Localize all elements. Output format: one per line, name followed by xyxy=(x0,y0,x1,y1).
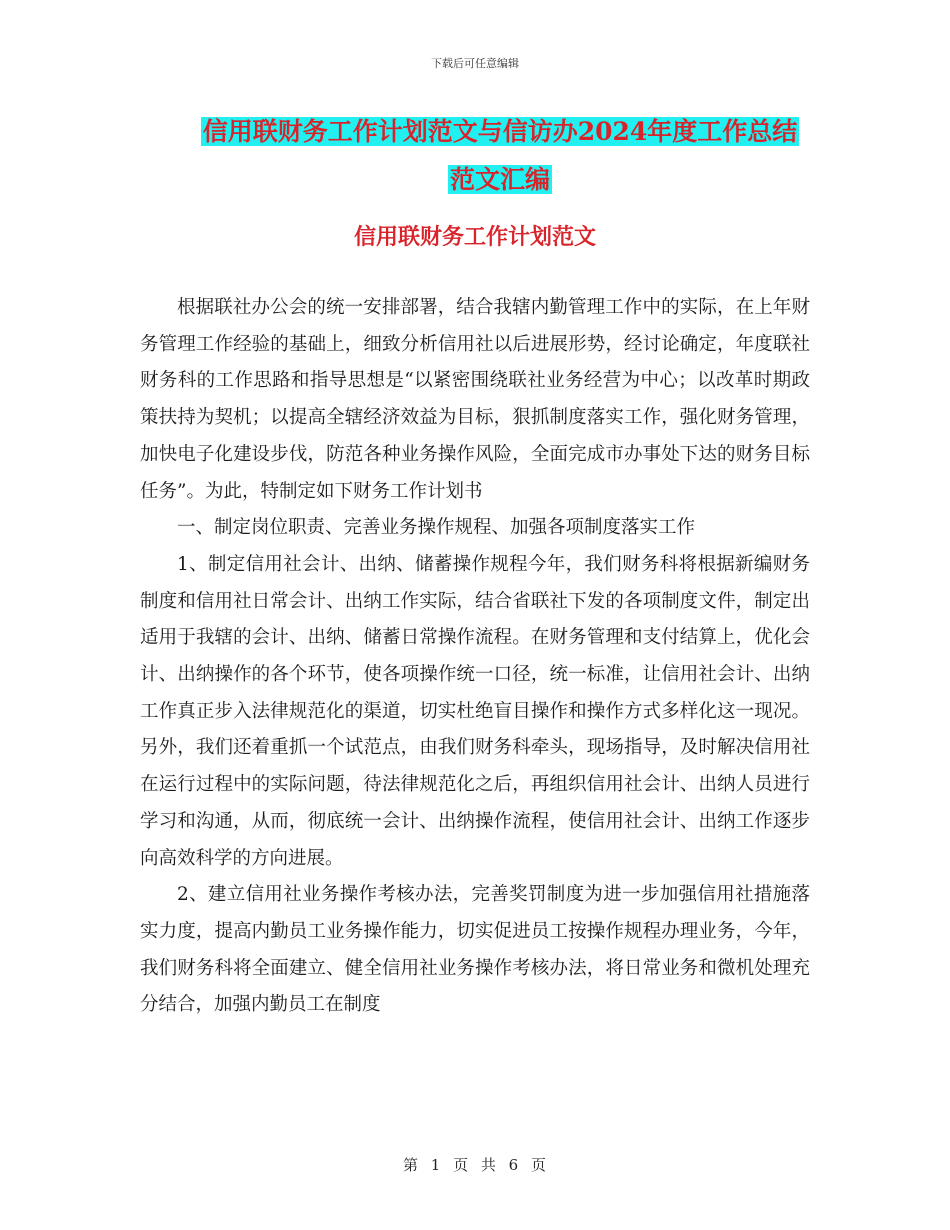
section-title: 信用联财务工作计划范文 xyxy=(353,224,596,250)
paragraph: 根据联社办公会的统一安排部署，结合我辖内勤管理工作中的实际，在上年财务管理工作经验的基础上，细致分析信用社以后进展形势，经讨论确定，年度联社财务科的工作思路和指导思想是“以紧密围绕联社业务经营为中心；以改革时期政策扶持为契机；以提高全辖经济效益为目标，狠抓制度落实工作，强化财务管理，加快电子化建设步伐，防范各种业务操作风险，全面完成市办事处下达的财务目标任务”。为此，特制定如下财务工作计划书 xyxy=(140,297,810,502)
paragraph: 一、制定岗位职责、完善业务操作规程、加强各项制度落实工作 xyxy=(177,517,696,539)
page-footer: 第 1 页 共 6 页 xyxy=(403,1156,547,1174)
page-header: 下载后可任意编辑 xyxy=(431,57,519,70)
title-line-1: 信用联财务工作计划范文与信访办2024年度工作总结 xyxy=(202,117,798,146)
title-line-2: 范文汇编 xyxy=(449,165,550,194)
document-body xyxy=(140,290,810,1024)
document-title xyxy=(120,108,880,204)
paragraph: 1、制定信用社会计、出纳、储蓄操作规程今年，我们财务科将根据新编财务制度和信用社日常会计、出纳工作实际，结合省联社下发的各项制度文件，制定出适用于我辖的会计、出纳、储蓄日常操作流程。在财务管理和支付结算上，优化会计、出纳操作的各个环节，使各项操作统一口径，统一标准，让信用社会计、出纳工作真正步入法律规范化的渠道，切实杜绝盲目操作和操作方式多样化这一现况。另外，我们还着重抓一个试范点，由我们财务科牵头，现场指导，及时解决信用社在运行过程中的实际问题，待法律规范化之后，再组织信用社会计、出纳人员进行学习和沟通，从而，彻底统一会计、出纳操作流程，使信用社会计、出纳工作逐步向高效科学的方向进展。 xyxy=(140,553,810,869)
paragraph: 2、建立信用社业务操作考核办法，完善奖罚制度为进一步加强信用社措施落实力度，提高内勤员工业务操作能力，切实促进员工按操作规程办理业务，今年，我们财务科将全面建立、健全信用社业务操作考核办法，将日常业务和微机处理充分结合，加强内勤员工在制度 xyxy=(140,884,810,1016)
